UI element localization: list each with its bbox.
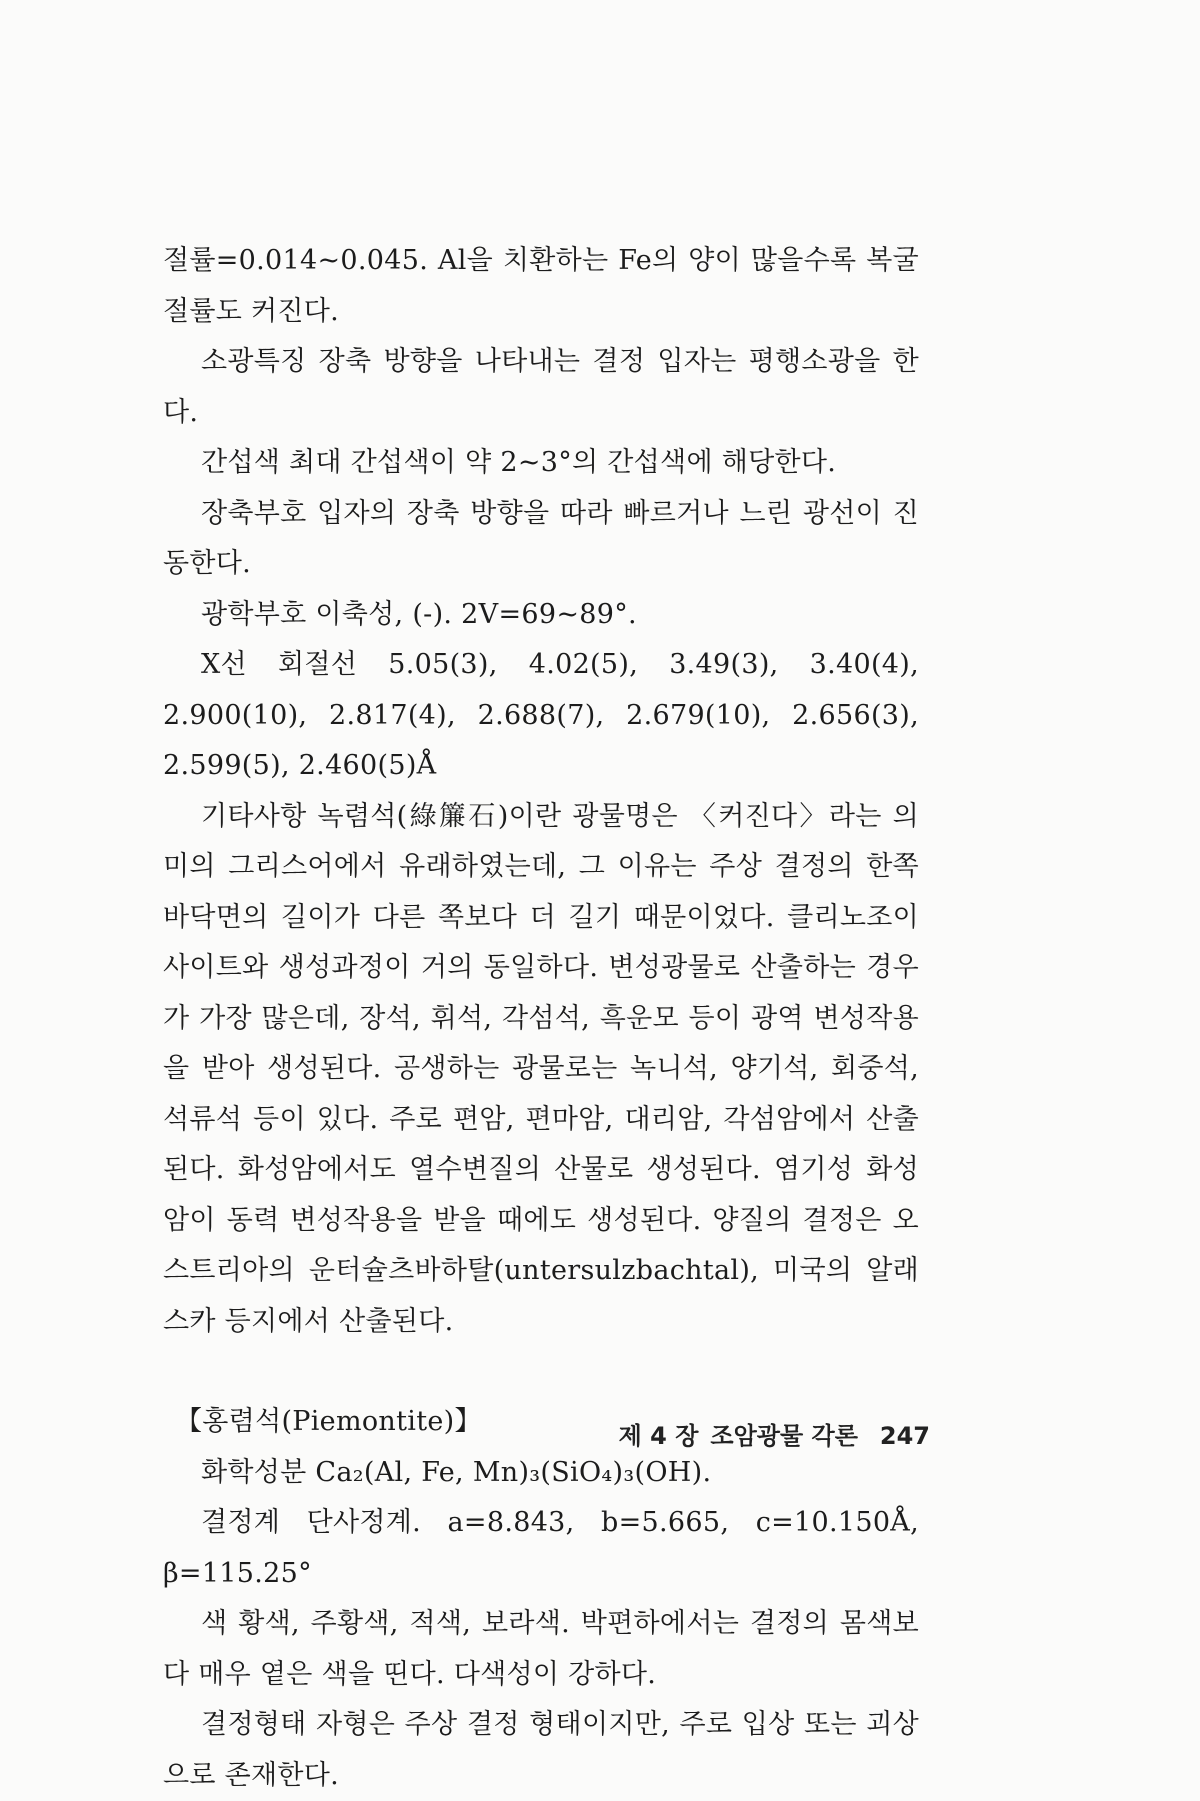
page-footer [619,1416,930,1451]
mineral-heading: 【홍렴석(Piemontite)】 [175,1406,482,1437]
paragraph-interference-color: 간섭색 최대 간섭색이 약 2~3°의 간섭색에 해당한다. [201,447,837,478]
paragraph-xray-diffraction: X선 회절선 5.05(3), 4.02(5), 3.49(3), 3.40(4), 2.900(10), 2.817(4), 2.688(7), 2.679(10), 2.656(3), 2.599(5), 2.460(5)Å [163,649,919,781]
chapter-label: 제 4 장 [618,1422,699,1450]
page-number: 247 [879,1422,930,1450]
paragraph-birefringence: 절률=0.014~0.045. Al을 치환하는 Fe의 양이 많을수록 복굴절률도 커진다. [163,245,919,327]
paragraph-optic-sign: 광학부호 이축성, (-). 2V=69~89°. [201,598,637,630]
paragraph-extinction: 소광특징 장축 방향을 나타내는 결정 입자는 평행소광을 한다. [163,346,919,428]
section-gap [163,1347,919,1397]
section-title: 조암광물 각론 [710,1422,858,1450]
paragraph-crystal-system: 결정계 단사정계. a=8.843, b=5.665, c=10.150Å, β=115.25° [163,1507,919,1589]
paragraph-crystal-habit: 결정형태 자형은 주상 결정 형태이지만, 주로 입상 또는 괴상으로 존재한다. [163,1709,919,1791]
paragraph-remarks: 기타사항 녹렴석(綠簾石)이란 광물명은 〈커진다〉라는 의미의 그리스어에서 유래하였는데, 그 이유는 주상 결정의 한쪽 바닥면의 길이가 다른 쪽보다 더 길기 때문이었다. 클리노조이사이트와 생성과정이 거의 동일하다. 변성광물로 산출하는 경우가 가장 많은데, 장석, 휘석, 각섬석, 흑운모 등이 광역 변성작용을 받아 생성된다. 공생하는 광물로는 녹니석, 양기석, 회중석, 석류석 등이 있다. 주로 편암, 편마암, 대리암, 각섬암에서 산출된다. 화성암에서도 열수변질의 산물로 생성된다. 염기성 화성암이 동력 변성작용을 받을 때에도 생성된다. 양질의 결정은 오스트리아의 운터슐츠바하탈(untersulzbachtal), 미국의 알래스카 등지에서 산출된다. [163,800,919,1337]
paragraph-elongation-sign: 장축부호 입자의 장축 방향을 따라 빠르거나 느린 광선이 진동한다. [163,497,919,579]
page-body [163,236,919,1801]
paragraph-color: 색 황색, 주황색, 적색, 보라색. 박편하에서는 결정의 몸색보다 매우 옅은 색을 띤다. 다색성이 강하다. [163,1608,919,1690]
paragraph-chemical-composition: 화학성분 Ca₂(Al, Fe, Mn)₃(SiO₄)₃(OH). [201,1456,712,1488]
